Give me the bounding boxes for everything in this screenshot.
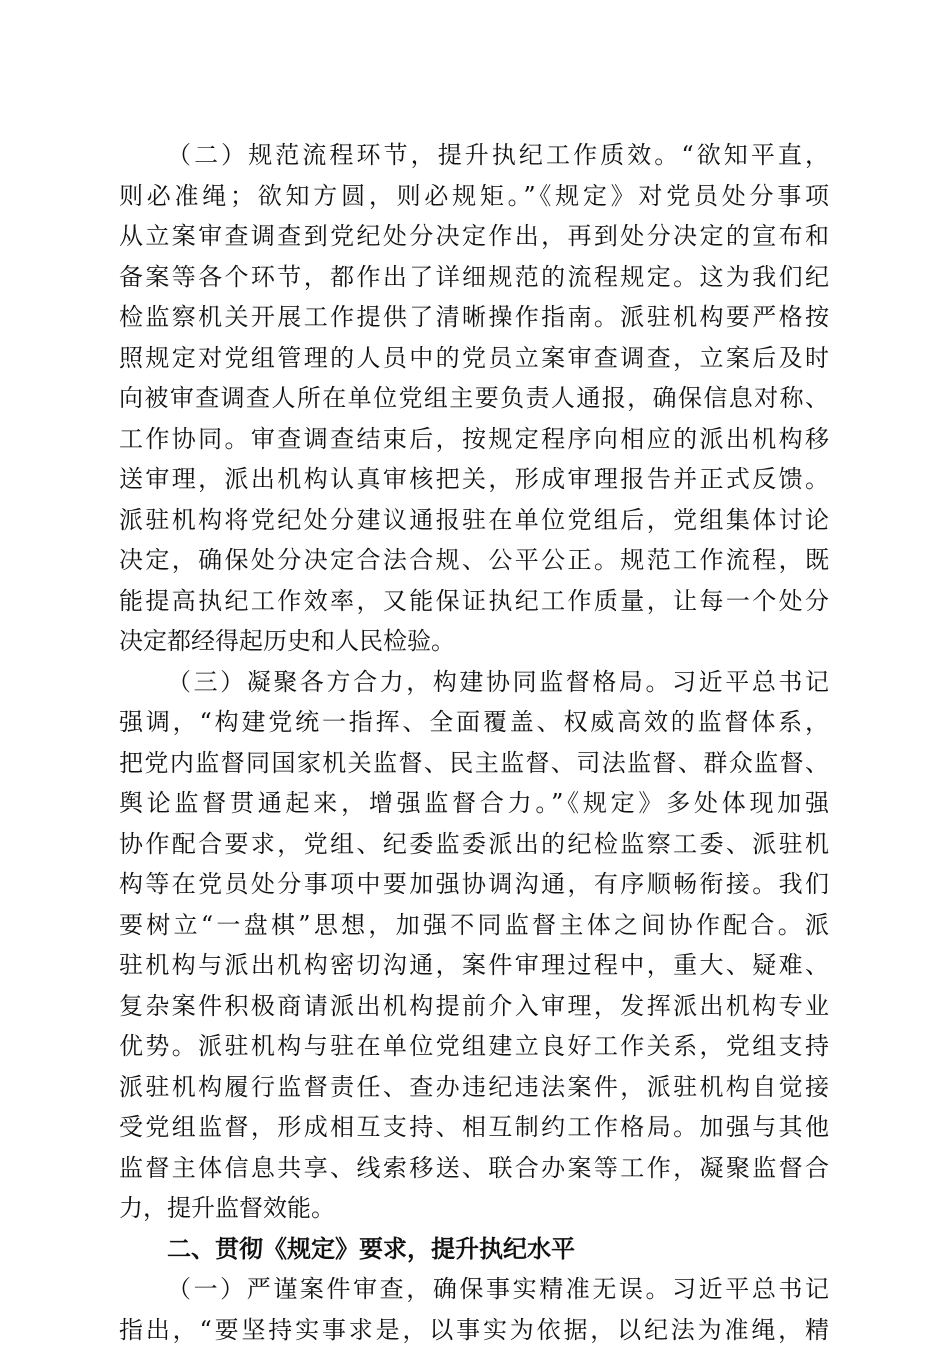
paragraph-2-3-line-11: 派驻机构履行监督责任、查办违纪违法案件，派驻机构自觉接 [119, 1072, 829, 1101]
paragraph-2-2-line-13: 决定都经得起历史和人民检验。 [119, 627, 455, 655]
section-heading-two: 二、贯彻《规定》要求，提升执纪水平 [167, 1234, 575, 1263]
paragraph-2-3-line-10: 优势。派驻机构与驻在单位党组建立良好工作关系，党组支持 [119, 1032, 829, 1060]
paragraph-2-2-line-8: 工作协同。审查调查结束后，按规定程序向相应的派出机构移 [119, 424, 829, 453]
paragraph-2-2-line-1: （二）规范流程环节，提升执纪工作质效。“欲知平直， [167, 141, 829, 169]
paragraph-2-3-line-3: 把党内监督同国家机关监督、民主监督、司法监督、群众监督、 [119, 748, 829, 777]
paragraph-2-2-line-4: 备案等各个环节，都作出了详细规范的流程规定。这为我们纪 [119, 262, 829, 291]
paragraph-2-2-line-3: 从立案审查调查到党纪处分决定作出，再到处分决定的宣布和 [119, 222, 829, 250]
paragraph-2-2-line-7: 向被审查调查人所在单位党组主要负责人通报，确保信息对称、 [119, 384, 829, 412]
paragraph-2-3-line-12: 受党组监督，形成相互支持、相互制约工作格局。加强与其他 [119, 1113, 829, 1141]
paragraph-2-3-line-2: 强调，“构建党统一指挥、全面覆盖、权威高效的监督体系， [119, 708, 829, 736]
paragraph-2-3-line-5: 协作配合要求，党组、纪委监委派出的纪检监察工委、派驻机 [119, 829, 829, 858]
paragraph-3-1-line-2: 指出，“要坚持实事求是，以事实为依据，以纪法为准绳，精 [119, 1315, 829, 1344]
paragraph-2-2-line-11: 决定，确保处分决定合法合规、公平公正。规范工作流程，既 [119, 546, 829, 574]
paragraph-2-3-line-7: 要树立“一盘棋”思想，加强不同监督主体之间协作配合。派 [119, 910, 829, 939]
paragraph-2-3-line-14: 力，提升监督效能。 [119, 1194, 335, 1222]
paragraph-2-3-line-13: 监督主体信息共享、线索移送、联合办案等工作，凝聚监督合 [119, 1153, 829, 1182]
paragraph-2-3-line-8: 驻机构与派出机构密切沟通，案件审理过程中，重大、疑难、 [119, 951, 829, 979]
paragraph-3-1-line-1: （一）严谨案件审查，确保事实精准无误。习近平总书记 [167, 1275, 829, 1303]
paragraph-2-3-line-4: 舆论监督贯通起来，增强监督合力。”《规定》多处体现加强 [119, 789, 829, 817]
paragraph-2-2-line-12: 能提高执纪工作效率，又能保证执纪工作质量，让每一个处分 [119, 586, 829, 615]
paragraph-2-3-line-1: （三）凝聚各方合力，构建协同监督格局。习近平总书记 [167, 667, 829, 696]
paragraph-2-2-line-10: 派驻机构将党纪处分建议通报驻在单位党组后，党组集体讨论 [119, 505, 829, 534]
paragraph-2-2-line-9: 送审理，派出机构认真审核把关，形成审理报告并正式反馈。 [119, 465, 829, 493]
paragraph-2-2-line-6: 照规定对党组管理的人员中的党员立案审查调查，立案后及时 [119, 343, 829, 372]
paragraph-2-3-line-9: 复杂案件积极商请派出机构提前介入审理，发挥派出机构专业 [119, 991, 829, 1020]
paragraph-2-2-line-2: 则必准绳；欲知方圆，则必规矩。”《规定》对党员处分事项 [119, 181, 829, 210]
paragraph-2-2-line-5: 检监察机关开展工作提供了清晰操作指南。派驻机构要严格按 [119, 303, 829, 331]
paragraph-2-3-line-6: 构等在党员处分事项中要加强协调沟通，有序顺畅衔接。我们 [119, 870, 829, 898]
